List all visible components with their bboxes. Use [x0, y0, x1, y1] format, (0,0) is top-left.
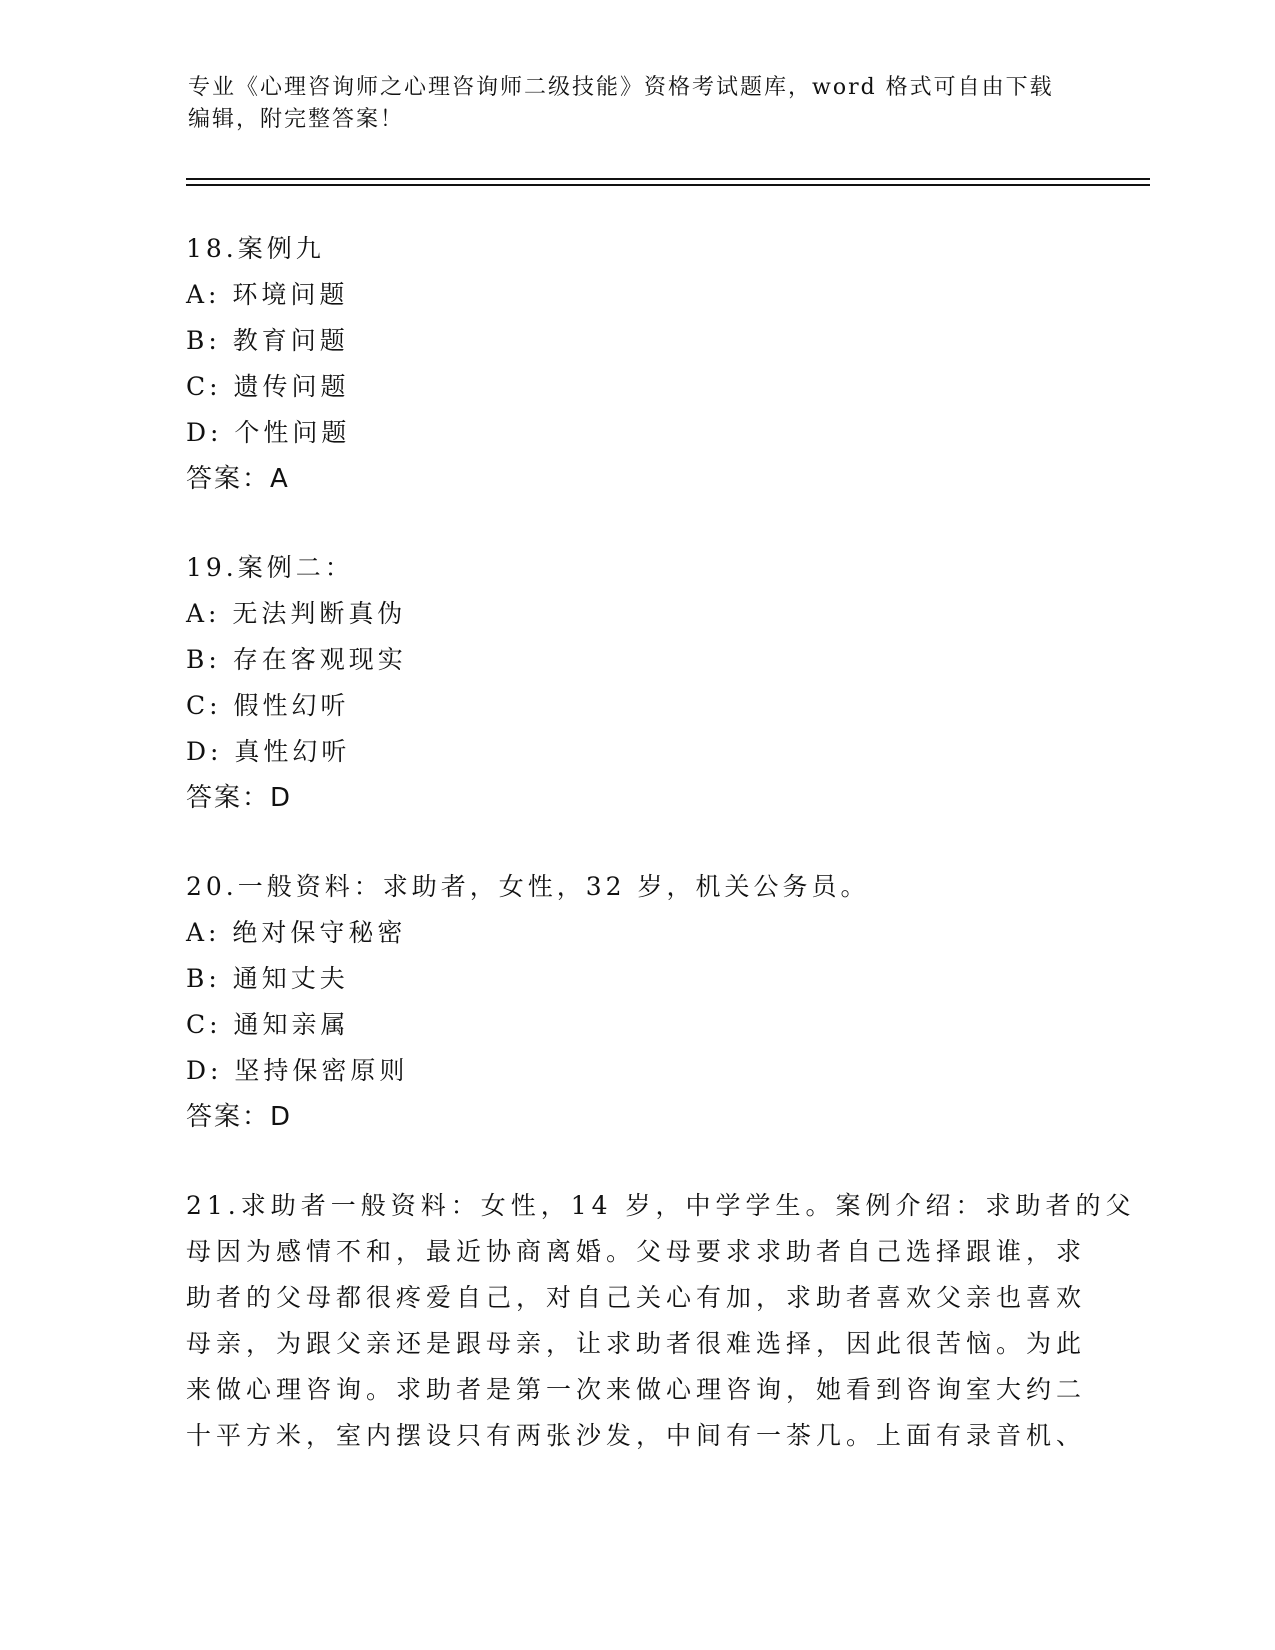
option-c: C: 假性幻听	[186, 691, 350, 720]
option-c: C: 遗传问题	[186, 372, 350, 401]
header-line-2: 编辑，附完整答案！	[188, 107, 405, 132]
option-d: D: 坚持保密原则	[186, 1056, 409, 1085]
option-d: D: 真性幻听	[186, 737, 351, 766]
header-divider-bottom	[186, 184, 1150, 186]
answer: 答案：D	[186, 783, 293, 813]
question-paragraph	[186, 1183, 1136, 1459]
answer: 答案：D	[186, 1102, 293, 1132]
question-stem: 19.案例二：	[186, 553, 354, 582]
option-a: A: 无法判断真伪	[186, 599, 407, 628]
option-b: B: 通知丈夫	[186, 964, 349, 993]
header-divider-top	[186, 178, 1150, 180]
paragraph-line: 母亲，为跟父亲还是跟母亲，让求助者很难选择，因此很苦恼。为此	[186, 1329, 1087, 1358]
paragraph-line: 21.求助者一般资料：女性，14 岁，中学学生。案例介绍：求助者的父	[186, 1191, 1136, 1220]
option-a: A: 绝对保守秘密	[186, 918, 407, 947]
answer: 答案：A	[186, 464, 290, 494]
question-19	[186, 545, 1086, 821]
option-d: D: 个性问题	[186, 418, 351, 447]
paragraph-line: 母因为感情不和，最近协商离婚。父母要求求助者自己选择跟谁，求	[186, 1237, 1087, 1266]
document-header	[188, 72, 1088, 136]
option-b: B: 存在客观现实	[186, 645, 407, 674]
question-18	[186, 226, 1086, 502]
question-stem: 20.一般资料：求助者，女性，32 岁，机关公务员。	[186, 872, 870, 901]
paragraph-line: 助者的父母都很疼爱自己，对自己关心有加，求助者喜欢父亲也喜欢	[186, 1283, 1087, 1312]
header-line-1: 专业《心理咨询师之心理咨询师二级技能》资格考试题库，word 格式可自由下载	[188, 75, 1054, 100]
paragraph-line: 来做心理咨询。求助者是第一次来做心理咨询，她看到咨询室大约二	[186, 1375, 1087, 1404]
question-21	[186, 1183, 1136, 1459]
question-20	[186, 864, 1086, 1140]
option-c: C: 通知亲属	[186, 1010, 350, 1039]
option-a: A: 环境问题	[186, 280, 349, 309]
question-stem: 18.案例九	[186, 234, 325, 263]
option-b: B: 教育问题	[186, 326, 349, 355]
paragraph-line: 十平方米，室内摆设只有两张沙发，中间有一茶几。上面有录音机、	[186, 1421, 1087, 1450]
